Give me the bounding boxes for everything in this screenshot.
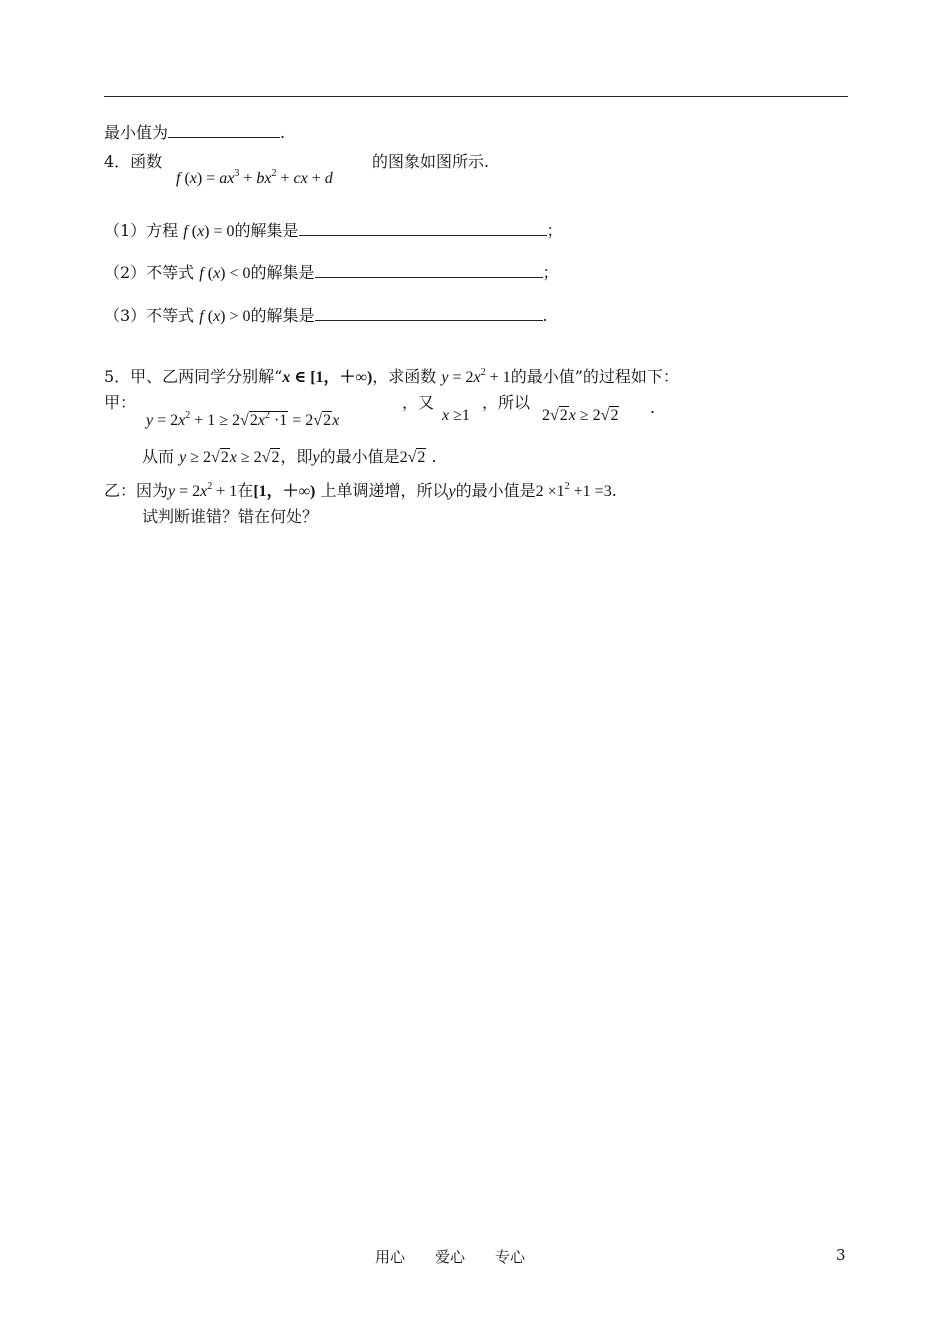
q5-jia2-end: .	[431, 447, 437, 466]
q5-jia-suoyi: ，所以	[482, 393, 531, 412]
q5-jia-step1: $y = 2x^2 + 1 \ge 2√2x^2 \cdot 1 = 2√2x$	[146, 410, 340, 429]
footer-motto: 用心 爱心 专心	[375, 1248, 526, 1266]
q5-yi-end: .	[611, 481, 617, 500]
q5-intro-c: 的最小值”的过程如下：	[510, 367, 679, 386]
q5-jia-end: .	[650, 398, 656, 417]
q4-item-1	[104, 219, 563, 242]
q4-item-1-label: （1）方程	[104, 221, 179, 240]
q5-yi-func: $y = 2x^2 + 1$	[168, 481, 238, 500]
page-number: 3	[836, 1246, 846, 1264]
q5-domain: x ∈ [1，＋∞)	[282, 369, 373, 386]
q5-yi-line	[104, 477, 617, 502]
q5-yi-text2: 的最小值是	[455, 481, 536, 500]
q5-intro-a: 5．甲、乙两同学分别解“	[104, 367, 283, 386]
answer-blank[interactable]	[315, 304, 543, 321]
q4-item-3-label: （3）不等式	[104, 306, 195, 325]
q5-jia2-prefix: 从而	[142, 447, 175, 466]
answer-blank[interactable]	[315, 261, 543, 278]
q5-ask: 试判断谁错？错在何处？	[142, 507, 319, 526]
q5-intro-b: ，求函数	[372, 367, 437, 386]
q5-yi-label: 乙：因为	[104, 481, 169, 500]
q5-yi-val: $2 \times 1^2 +1 =3$	[535, 481, 612, 500]
q5-jia-step2: 2√2x ≥ 2√2	[542, 407, 619, 424]
q3-tail-text: 最小值为	[104, 123, 169, 142]
q4-suffix: 的图象如图所示.	[372, 152, 490, 171]
q5-jia2-math: y ≥ 2√2x ≥ 2√2	[179, 449, 280, 466]
q4-item-1-text: 的解集是	[234, 221, 299, 240]
q4-item-1-end: ；	[546, 221, 563, 240]
q5-jia-label: 甲：	[104, 393, 137, 412]
q5-jia-you: ，又	[402, 393, 435, 412]
q4-item-2-end: ；	[542, 263, 559, 282]
header-rule	[104, 96, 848, 97]
q4-item-2-label: （2）不等式	[104, 263, 195, 282]
q4-item-1-math: f (x) = 0	[183, 223, 235, 240]
q5-yi-y: y	[448, 483, 456, 500]
q5-yi-text: 上单调递增，所以	[320, 481, 449, 500]
q4-label: 4．函数	[104, 152, 163, 171]
q4-function: f $(x) = ax^3 + bx^2$ + cx + d	[176, 168, 333, 187]
q5-intro	[104, 363, 679, 388]
q4-item-2	[104, 261, 559, 284]
q5-func: $y = 2x^2 + 1$	[441, 367, 511, 386]
q4-item-3-text: 的解集是	[250, 306, 315, 325]
q4-item-2-text: 的解集是	[250, 263, 315, 282]
q5-yi-domain: [1，＋∞)	[253, 483, 316, 500]
q5-jia-line2	[142, 447, 437, 468]
q3-tail-end: .	[280, 123, 286, 142]
q3-tail-line	[104, 121, 285, 143]
answer-blank[interactable]	[168, 121, 280, 138]
q5-jia2-text: 的最小值是	[319, 447, 400, 466]
q4-item-3-end: .	[542, 306, 548, 325]
q5-jia2-val: 2√2	[399, 449, 426, 466]
q5-jia2-mid: ，即	[280, 447, 313, 466]
q5-jia2-y: y	[312, 449, 320, 466]
q4-item-3	[104, 304, 548, 327]
q4-item-3-math: f (x) > 0	[199, 308, 251, 325]
q5-yi-zai: 在	[237, 481, 254, 500]
answer-blank[interactable]	[299, 219, 547, 236]
q4-item-2-math: f (x) < 0	[199, 265, 251, 282]
q5-jia-cond: x ≥1	[442, 407, 470, 424]
